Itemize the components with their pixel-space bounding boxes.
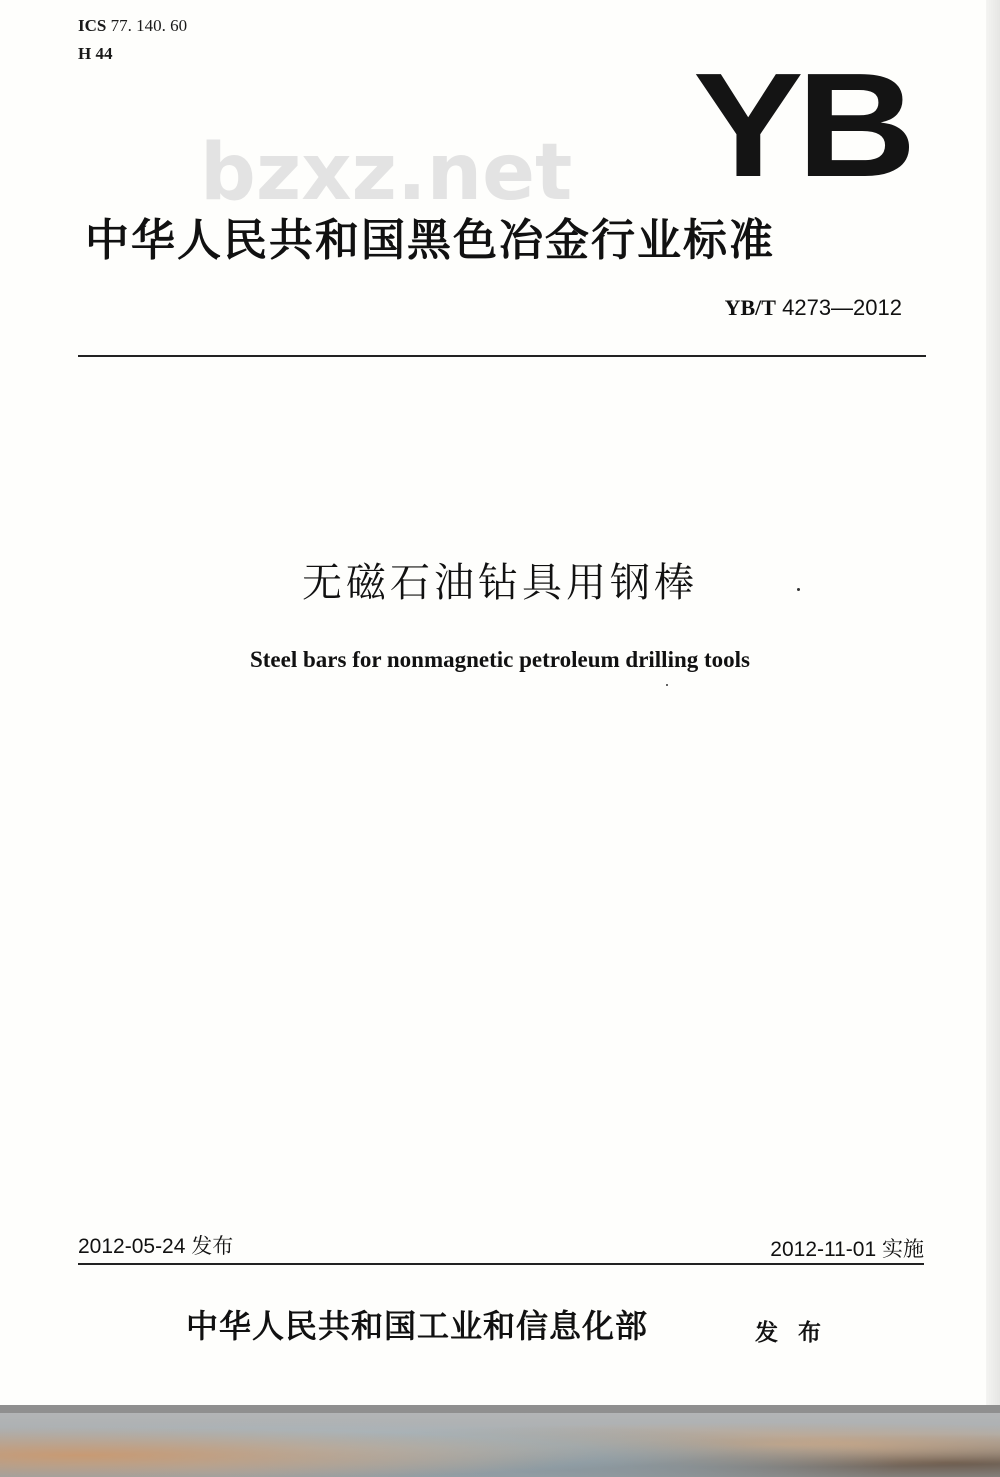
page-edge [986, 0, 1000, 1405]
scan-speck [666, 684, 668, 686]
classification-code: H 44 [78, 44, 113, 63]
publish-date: 2012-05-24 发布 [78, 1235, 234, 1258]
background-photo-strip [0, 1405, 1000, 1477]
bottom-divider [78, 1263, 924, 1265]
ics-code [78, 14, 187, 38]
ics-number: 77. 140. 60 [110, 16, 188, 35]
title-chinese: 无磁石油钻具用钢棒 [302, 560, 698, 606]
standard-organization-title: 中华人民共和国黑色冶金行业标准 [85, 215, 775, 266]
standard-number-prefix: YB/T [724, 295, 776, 320]
top-divider [78, 355, 926, 357]
publisher-name: 中华人民共和国工业和信息化部 [186, 1307, 649, 1345]
ics-label: ICS [78, 16, 107, 35]
watermark: bzxz.net [200, 128, 573, 218]
scan-speck [797, 588, 800, 591]
standard-number [725, 293, 902, 323]
standard-number-value: 4273—2012 [782, 295, 902, 320]
yb-logo: YB [693, 43, 910, 208]
publisher-verb: 发 布 [755, 1320, 828, 1346]
effective-date: 2012-11-01 实施 [770, 1238, 924, 1261]
title-english: Steel bars for nonmagnetic petroleum drilling tools [249, 647, 750, 672]
